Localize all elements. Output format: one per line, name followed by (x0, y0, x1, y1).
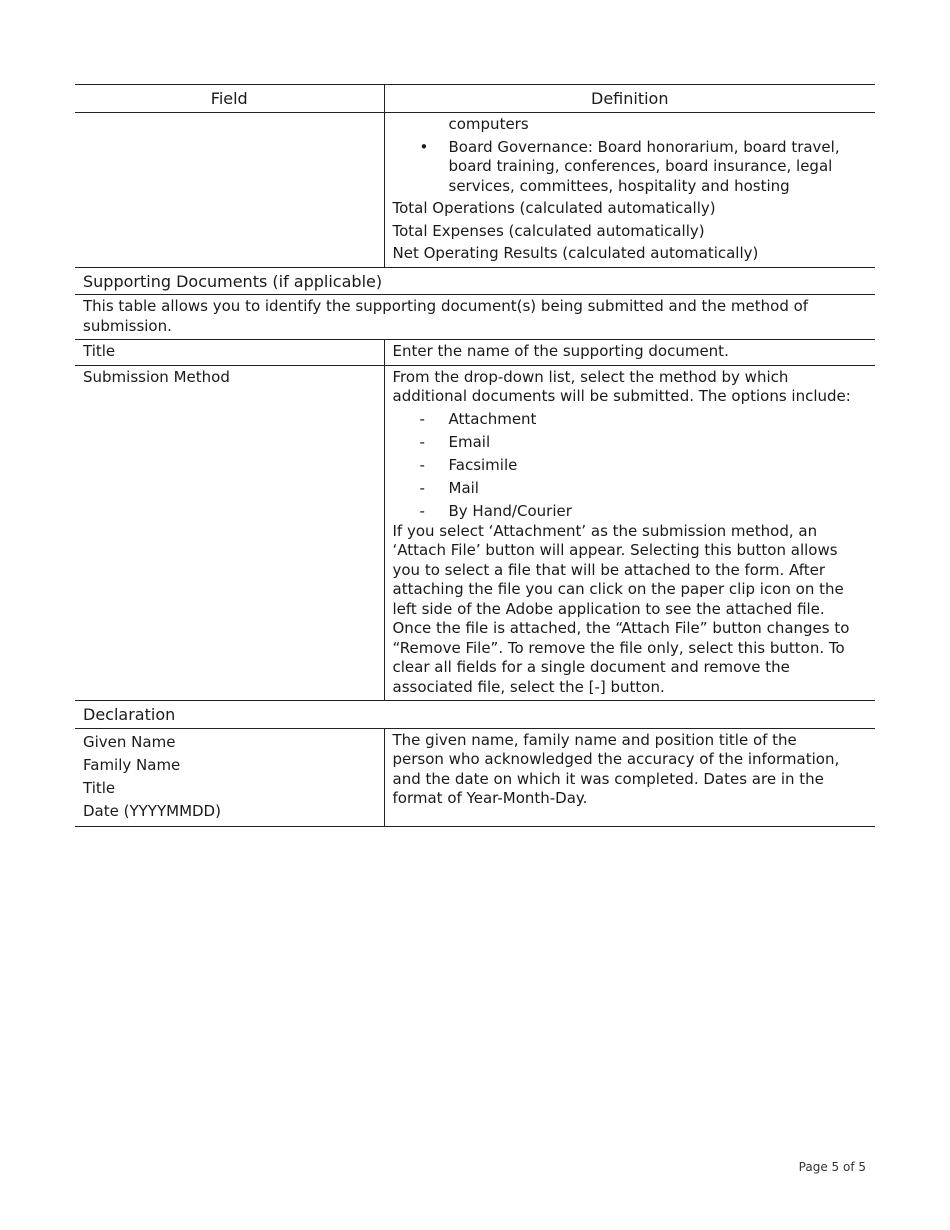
table-row (75, 112, 875, 267)
method-intro: From the drop-down list, select the method by which additional documents will be submitted. The options include: (392, 367, 851, 405)
definition-declaration: The given name, family name and position title of the person who acknowledged the accuracy of the information, and the date on which it was completed. Dates are in the format of Year-Month-Day. (384, 728, 875, 826)
bullet-line-2: board training, conferences, board insurance, legal (448, 157, 833, 175)
dash-marker: - (419, 456, 425, 474)
dash-marker: - (419, 502, 425, 520)
field-position-title: Title (83, 778, 116, 797)
section-row-supporting (75, 267, 875, 295)
field-date: Date (YYYYMMDD) (83, 801, 221, 820)
section-row-declaration (75, 701, 875, 729)
option-mail: Mail (448, 479, 479, 497)
page-number: Page 5 of 5 (798, 1160, 866, 1174)
list-item (393, 138, 868, 197)
option-facsimile: Facsimile (448, 456, 518, 474)
table-row (75, 340, 875, 366)
definition-submission-method (384, 365, 875, 701)
field-given-name: Given Name (83, 732, 176, 751)
header-definition: Definition (384, 85, 875, 113)
bullet-line-1: Board Governance: Board honorarium, board travel, (448, 137, 840, 156)
table-header-row (75, 85, 875, 113)
bullet-line-3: services, committees, hospitality and hosting (448, 176, 790, 195)
option-email: Email (448, 433, 491, 451)
declaration-fields (75, 728, 384, 826)
field-family-name: Family Name (83, 755, 181, 774)
table-row (75, 365, 875, 701)
section-title-supporting: Supporting Documents (if applicable) (75, 267, 875, 295)
list-item (393, 479, 868, 499)
dash-marker: - (419, 479, 425, 497)
section-title-declaration: Declaration (75, 701, 875, 729)
list-item (393, 502, 868, 522)
table-row (75, 728, 875, 826)
method-outro: If you select ‘Attachment’ as the submission method, an ‘Attach File’ button will appear. Selecting this button allows you to select a file that will be attached to the form. After attaching the file you can click on the paper clip icon on the left side of the Adobe application to see the attached file. Once the file is attached, the “Attach File” button changes to “Remove File”. To remove the file only, select this button. To clear all fields for a single document and remove the associated file, select the [-] button. (392, 521, 850, 696)
option-by-hand-courier: By Hand/Courier (448, 502, 572, 520)
header-field: Field (75, 85, 384, 113)
option-attachment: Attachment (448, 410, 537, 428)
wrap-line: computers (448, 114, 529, 133)
dash-marker: - (419, 433, 425, 451)
list-item (393, 410, 868, 430)
total-operations: Total Operations (calculated automatically) (392, 199, 716, 217)
table-row (75, 295, 875, 340)
list-item (393, 433, 868, 453)
definition-cell-continuation (384, 112, 875, 267)
total-expenses: Total Expenses (calculated automatically) (392, 221, 705, 240)
definition-title: Enter the name of the supporting document. (384, 340, 875, 366)
field-definition-table (75, 84, 875, 827)
dash-marker: - (419, 410, 425, 428)
supporting-intro: This table allows you to identify the supporting document(s) being submitted and the method of submission. (75, 295, 875, 340)
net-operating-results: Net Operating Results (calculated automatically) (392, 244, 759, 262)
bullet-marker: • (419, 137, 429, 156)
list-item (393, 456, 868, 476)
field-cell-empty (75, 112, 384, 267)
field-submission-method: Submission Method (75, 365, 384, 701)
field-title: Title (75, 340, 384, 366)
